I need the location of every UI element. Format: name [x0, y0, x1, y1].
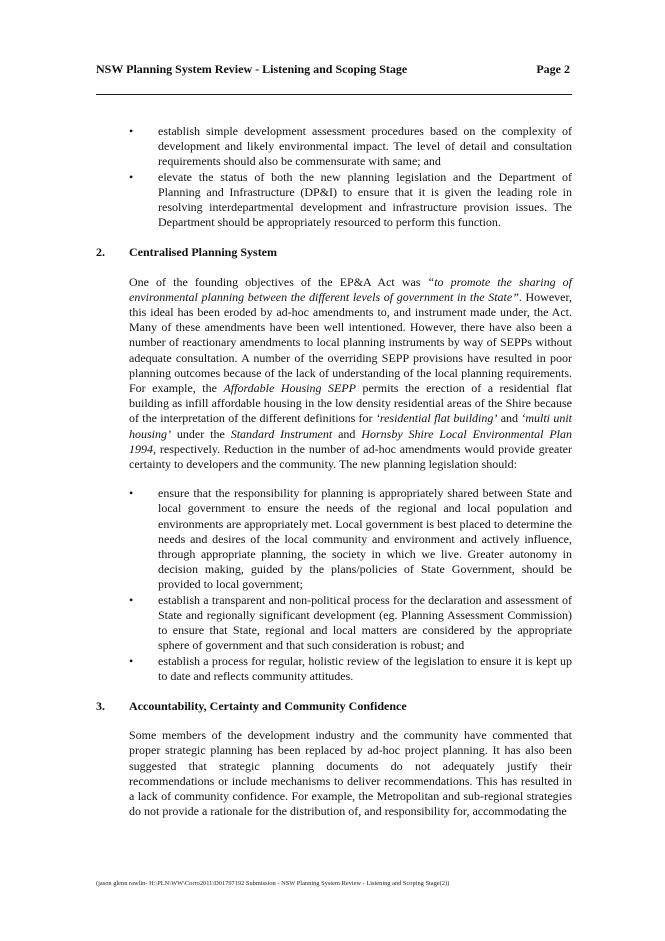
section-title: Centralised Planning System	[129, 245, 278, 260]
list-item-text: establish a process for regular, holistic review of the legislation to ensure it is kept up to date and reflects community attitudes.	[158, 653, 572, 683]
paragraph-text: . However, this ideal has been eroded by ad-hoc amendments to, and instrument made under, the Act. Many of these amendments have been well intentioned. However, there have also been a number of reactionary amendments to local planning instruments by way of SEPPs without adequate consultation. A number of the overriding SEPP provisions have resulted in poor planning outcomes because of the lack of understanding of the local planning requirements. For example, the	[129, 289, 572, 396]
page-number: Page 2	[536, 62, 570, 76]
section-2-heading	[96, 245, 572, 260]
list-item-text: establish simple development assessment procedures based on the complexity of development and likely environmental impact. The level of detail and consultation requirements should also be commensurate with same; and	[158, 124, 572, 169]
page-footer: (jason glenn rawlin- H:\PLN\WW\Corro2011\D01797192 Submission - NSW Planning System Review - Listening and Scoping Stage(2))	[96, 880, 450, 887]
list-item	[96, 170, 572, 231]
bullet-icon: •	[129, 486, 134, 501]
list-item-text: elevate the status of both the new planning legislation and the Department of Planning and Infrastructure (DP&I) to ensure that it is given the leading role in resolving interdepartmental development and infrastructure provision issues. The Department should be appropriately resourced to perform this function.	[158, 169, 572, 230]
section-3-heading	[96, 699, 572, 714]
paragraph-text: , respectively. Reduction in the number of ad-hoc amendments would provide greater certainty to developers and the community. The new planning legislation should:	[129, 441, 572, 472]
section-title: Accountability, Certainty and Community Confidence	[129, 698, 407, 713]
section-number: 2.	[96, 245, 105, 260]
quote-text: “to promote the sharing of environmental planning between the different levels of government in the State”	[129, 274, 573, 304]
bullet-icon: •	[129, 124, 134, 138]
italic-text: ‘residential flat building’	[375, 411, 498, 426]
list-item	[96, 654, 572, 684]
paragraph-text: permits the erection of a residential flat building as infill affordable housing in the low density residential areas of the Shire because of the interpretation of the different definitions for	[129, 381, 573, 426]
italic-text: Affordable Housing SEPP	[223, 381, 356, 396]
bullet-icon: •	[129, 169, 134, 184]
paragraph-text: and	[332, 426, 362, 441]
page-header	[96, 62, 570, 84]
bullet-icon: •	[129, 653, 134, 668]
section-2-bullet-list	[96, 486, 572, 684]
list-item	[96, 593, 572, 654]
paragraph-text: One of the founding objectives of the EP&A Act was	[129, 274, 428, 289]
paragraph-text: under the	[171, 426, 231, 441]
list-item-text: ensure that the responsibility for planning is appropriately shared between State and local government to ensure the needs of the regional and local population and environments are appropriately met. Local government is best placed to determine the needs and desires of the local community and environment and actively influence, through appropriate planning, the society in which we live. Greater autonomy in decision making, guided by the plans/policies of State Government, should be provided to local government;	[158, 486, 572, 592]
header-title: NSW Planning System Review - Listening and Scoping Stage	[96, 62, 408, 76]
list-item	[96, 486, 572, 592]
list-item	[96, 124, 572, 170]
intro-bullet-list	[96, 124, 572, 230]
section-number: 3.	[96, 698, 105, 713]
italic-text: ‘multi unit housing’	[129, 411, 572, 441]
header-divider	[96, 94, 572, 95]
italic-text: Standard Instrument	[230, 426, 333, 441]
paragraph-text: and	[497, 411, 522, 426]
section-3-paragraph: Some members of the development industry and the community have commented that proper strategic planning has been replaced by ad-hoc project planning. It has also been suggested that strategic planning documents do not adequately justify their recommendations or include mechanisms to deliver recommendations. This has resulted in a lack of community confidence. For example, the Metropolitan and sub-regional strategies do not provide a rationale for the distribution of, and responsibility for, accommodating the	[129, 728, 572, 819]
document-body	[96, 124, 572, 819]
section-2-paragraph	[129, 275, 572, 473]
list-item-text: establish a transparent and non-political process for the declaration and assessment of State and regionally significant development (eg. Planning Assessment Commission) to ensure that State, regional and local matters are considered by the appropriate sphere of government and that such consideration is robust; and	[158, 592, 572, 653]
italic-text: Hornsby Shire Local Environmental Plan 1994	[129, 426, 573, 456]
bullet-icon: •	[129, 592, 134, 607]
